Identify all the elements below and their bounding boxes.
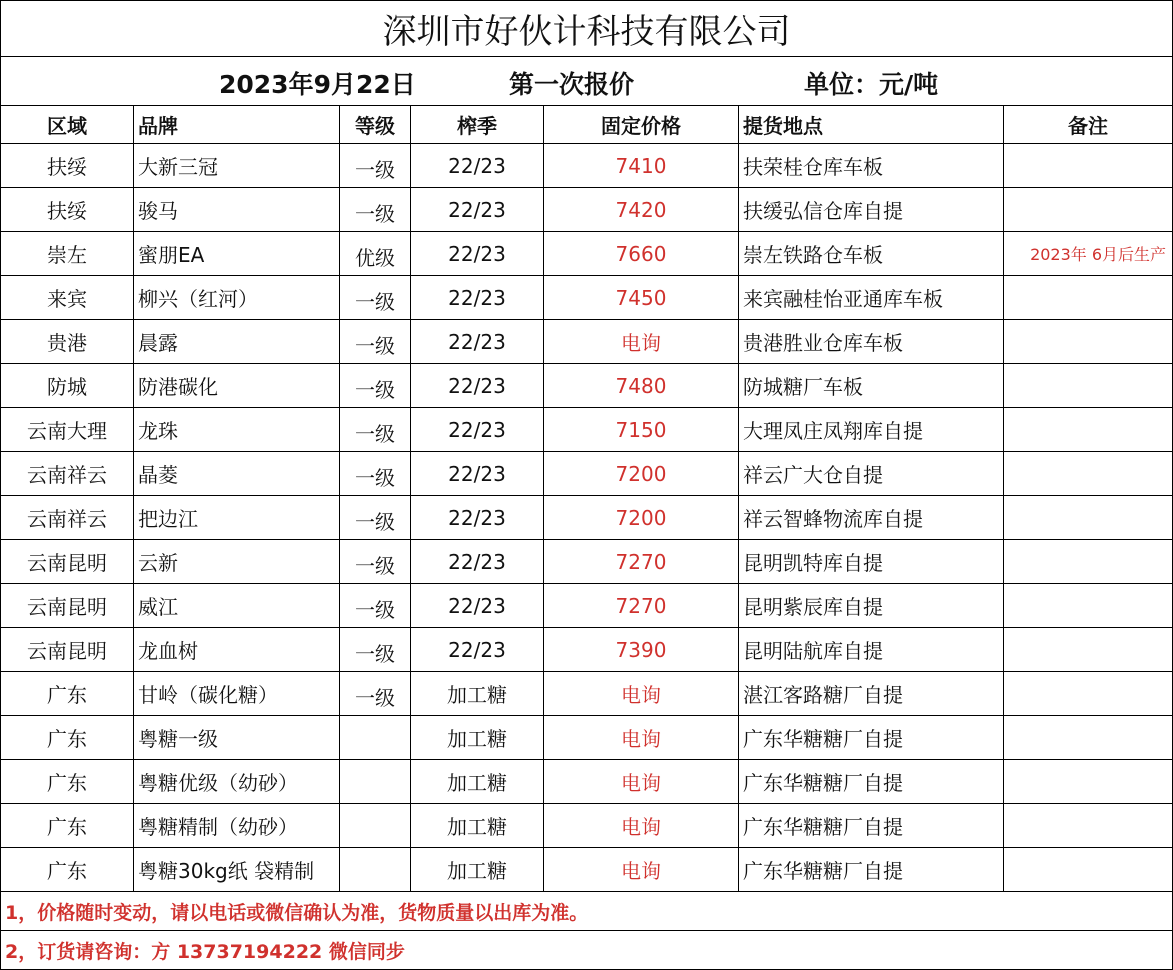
cell-season: 22/23	[411, 188, 544, 232]
cell-note	[1004, 760, 1173, 804]
cell-price: 电询	[544, 672, 739, 716]
quote-date: 2023年9月22日	[219, 70, 416, 99]
cell-grade: 一级	[340, 276, 411, 320]
table-row	[1, 584, 1173, 628]
cell-note	[1004, 848, 1173, 892]
cell-region: 云南昆明	[1, 584, 134, 628]
cell-brand: 粤糖一级	[134, 716, 340, 760]
cell-price: 7270	[544, 540, 739, 584]
cell-season: 22/23	[411, 628, 544, 672]
cell-note	[1004, 672, 1173, 716]
cell-location: 广东华糖糖厂自提	[739, 804, 1004, 848]
company-title: 深圳市好伙计科技有限公司	[1, 1, 1173, 57]
subheader	[1, 57, 1173, 106]
table-row	[1, 144, 1173, 188]
cell-price: 7410	[544, 144, 739, 188]
cell-note	[1004, 320, 1173, 364]
cell-region: 广东	[1, 716, 134, 760]
table-row	[1, 848, 1173, 892]
cell-price: 7450	[544, 276, 739, 320]
cell-location: 扶缓弘信仓库自提	[739, 188, 1004, 232]
footnote-row	[1, 892, 1173, 931]
cell-location: 昆明紫辰库自提	[739, 584, 1004, 628]
col-header-season: 榨季	[411, 106, 544, 144]
cell-grade	[340, 760, 411, 804]
cell-region: 广东	[1, 848, 134, 892]
col-header-location: 提货地点	[739, 106, 1004, 144]
cell-region: 扶绥	[1, 144, 134, 188]
cell-price: 电询	[544, 320, 739, 364]
cell-season: 加工糖	[411, 804, 544, 848]
cell-note	[1004, 716, 1173, 760]
cell-grade: 一级	[340, 584, 411, 628]
cell-season: 22/23	[411, 320, 544, 364]
cell-note	[1004, 408, 1173, 452]
cell-region: 广东	[1, 672, 134, 716]
cell-region: 云南昆明	[1, 628, 134, 672]
cell-price: 7420	[544, 188, 739, 232]
cell-location: 贵港胜业仓库车板	[739, 320, 1004, 364]
cell-grade: 一级	[340, 496, 411, 540]
cell-brand: 晨露	[134, 320, 340, 364]
cell-location: 祥云广大仓自提	[739, 452, 1004, 496]
footnote-row	[1, 931, 1173, 970]
cell-grade: 一级	[340, 188, 411, 232]
cell-note	[1004, 540, 1173, 584]
table-row	[1, 408, 1173, 452]
cell-grade: 一级	[340, 364, 411, 408]
table-row	[1, 276, 1173, 320]
col-header-note: 备注	[1004, 106, 1173, 144]
cell-brand: 粤糖优级（幼砂）	[134, 760, 340, 804]
cell-grade: 一级	[340, 672, 411, 716]
cell-season: 22/23	[411, 364, 544, 408]
table-row	[1, 452, 1173, 496]
cell-season: 22/23	[411, 276, 544, 320]
cell-grade	[340, 804, 411, 848]
cell-region: 云南大理	[1, 408, 134, 452]
table-row	[1, 540, 1173, 584]
cell-location: 昆明陆航库自提	[739, 628, 1004, 672]
cell-location: 大理凤庄凤翔库自提	[739, 408, 1004, 452]
cell-grade: 一级	[340, 408, 411, 452]
cell-location: 广东华糖糖厂自提	[739, 716, 1004, 760]
cell-grade	[340, 848, 411, 892]
cell-price: 7390	[544, 628, 739, 672]
cell-brand: 龙血树	[134, 628, 340, 672]
cell-region: 云南祥云	[1, 496, 134, 540]
footnote-1: 1，价格随时变动，请以电话或微信确认为准，货物质量以出库为准。	[1, 892, 1173, 931]
cell-season: 加工糖	[411, 716, 544, 760]
cell-grade: 一级	[340, 628, 411, 672]
cell-note	[1004, 276, 1173, 320]
cell-season: 22/23	[411, 540, 544, 584]
cell-season: 加工糖	[411, 760, 544, 804]
table-row	[1, 716, 1173, 760]
col-header-brand: 品牌	[134, 106, 340, 144]
cell-brand: 威江	[134, 584, 340, 628]
cell-price: 电询	[544, 716, 739, 760]
cell-region: 广东	[1, 760, 134, 804]
cell-season: 22/23	[411, 452, 544, 496]
cell-location: 广东华糖糖厂自提	[739, 848, 1004, 892]
cell-brand: 云新	[134, 540, 340, 584]
cell-location: 昆明凯特库自提	[739, 540, 1004, 584]
cell-grade: 一级	[340, 320, 411, 364]
table-row	[1, 672, 1173, 716]
cell-grade: 一级	[340, 452, 411, 496]
col-header-region: 区域	[1, 106, 134, 144]
cell-note	[1004, 584, 1173, 628]
cell-brand: 防港碳化	[134, 364, 340, 408]
cell-grade	[340, 716, 411, 760]
cell-region: 云南祥云	[1, 452, 134, 496]
cell-grade: 优级	[340, 232, 411, 276]
cell-price: 电询	[544, 760, 739, 804]
cell-brand: 把边江	[134, 496, 340, 540]
col-header-grade: 等级	[340, 106, 411, 144]
cell-season: 22/23	[411, 496, 544, 540]
cell-region: 云南昆明	[1, 540, 134, 584]
cell-location: 防城糖厂车板	[739, 364, 1004, 408]
table-row	[1, 628, 1173, 672]
price-unit: 单位：元/吨	[804, 70, 939, 99]
cell-location: 崇左铁路仓车板	[739, 232, 1004, 276]
cell-location: 来宾融桂怡亚通库车板	[739, 276, 1004, 320]
cell-season: 加工糖	[411, 672, 544, 716]
cell-brand: 粤糖30kg纸 袋精制	[134, 848, 340, 892]
cell-region: 扶绥	[1, 188, 134, 232]
cell-season: 22/23	[411, 232, 544, 276]
cell-price: 7270	[544, 584, 739, 628]
table-row	[1, 232, 1173, 276]
cell-season: 22/23	[411, 584, 544, 628]
cell-price: 7200	[544, 496, 739, 540]
cell-region: 来宾	[1, 276, 134, 320]
cell-brand: 龙珠	[134, 408, 340, 452]
cell-region: 崇左	[1, 232, 134, 276]
cell-region: 防城	[1, 364, 134, 408]
footnote-2: 2，订货请咨询：方 13737194222 微信同步	[1, 931, 1173, 970]
table-row	[1, 804, 1173, 848]
cell-note	[1004, 452, 1173, 496]
cell-price: 7150	[544, 408, 739, 452]
quote-round: 第一次报价	[509, 70, 635, 99]
cell-note	[1004, 496, 1173, 540]
table-row	[1, 364, 1173, 408]
cell-brand: 晶菱	[134, 452, 340, 496]
cell-note	[1004, 188, 1173, 232]
cell-season: 加工糖	[411, 848, 544, 892]
cell-note: 2023年 6月后生产	[1004, 232, 1173, 276]
cell-brand: 柳兴（红河）	[134, 276, 340, 320]
cell-location: 扶荣桂仓库车板	[739, 144, 1004, 188]
cell-brand: 骏马	[134, 188, 340, 232]
cell-location: 祥云智蜂物流库自提	[739, 496, 1004, 540]
cell-price: 7200	[544, 452, 739, 496]
cell-note	[1004, 628, 1173, 672]
cell-price: 7660	[544, 232, 739, 276]
cell-grade: 一级	[340, 540, 411, 584]
cell-region: 广东	[1, 804, 134, 848]
cell-brand: 大新三冠	[134, 144, 340, 188]
cell-note	[1004, 804, 1173, 848]
cell-price: 7480	[544, 364, 739, 408]
col-header-price: 固定价格	[544, 106, 739, 144]
cell-price: 电询	[544, 848, 739, 892]
cell-note	[1004, 144, 1173, 188]
cell-brand: 粤糖精制（幼砂）	[134, 804, 340, 848]
cell-brand: 蜜朋EA	[134, 232, 340, 276]
cell-note	[1004, 364, 1173, 408]
cell-price: 电询	[544, 804, 739, 848]
table-row	[1, 320, 1173, 364]
cell-season: 22/23	[411, 144, 544, 188]
cell-location: 广东华糖糖厂自提	[739, 760, 1004, 804]
cell-season: 22/23	[411, 408, 544, 452]
cell-location: 湛江客路糖厂自提	[739, 672, 1004, 716]
cell-brand: 甘岭（碳化糖）	[134, 672, 340, 716]
table-row	[1, 760, 1173, 804]
cell-region: 贵港	[1, 320, 134, 364]
cell-grade: 一级	[340, 144, 411, 188]
header-row	[1, 106, 1173, 144]
table-row	[1, 188, 1173, 232]
table-row	[1, 496, 1173, 540]
